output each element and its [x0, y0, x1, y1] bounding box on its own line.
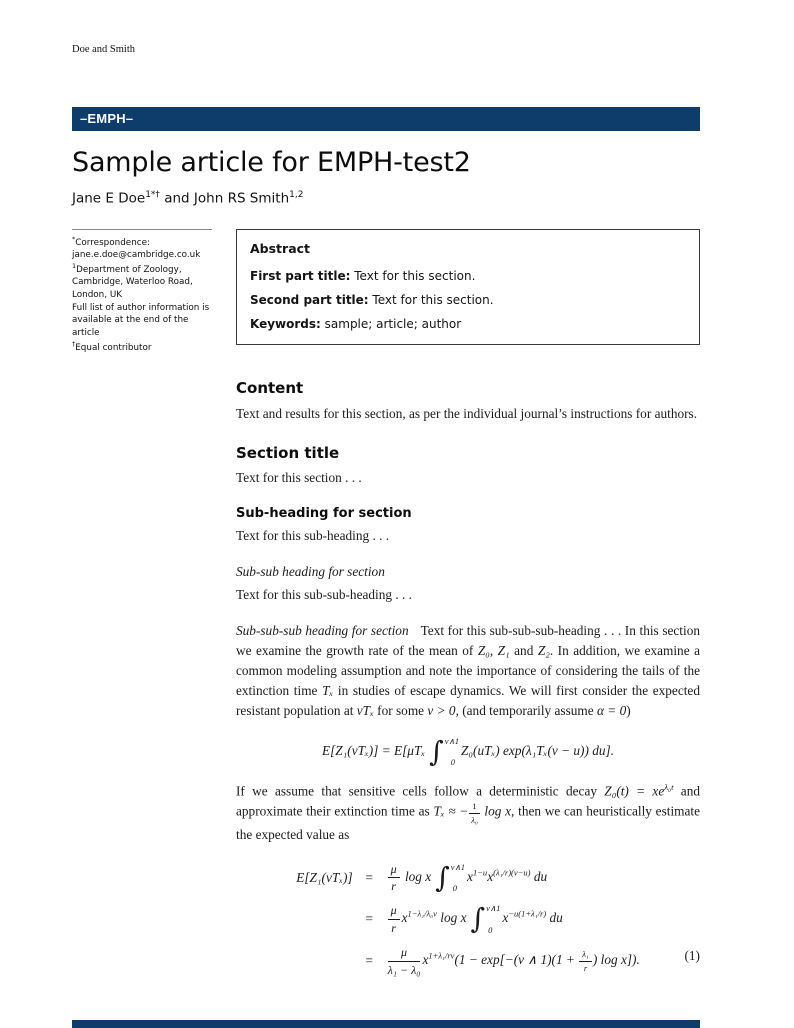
math-var: v > 0 — [427, 703, 456, 719]
integral-sign: ∫ — [470, 902, 486, 936]
math-exponent: λ₀t — [664, 781, 674, 792]
equation-table — [294, 857, 642, 982]
section-paragraph: Text for this section . . . — [236, 470, 362, 486]
abstract-title: Abstract — [250, 240, 311, 256]
text-run: for some — [373, 703, 428, 719]
integral-limits — [444, 737, 459, 767]
math-var: vTₓ — [356, 703, 374, 719]
integral-lower-limit: 0 — [488, 924, 493, 935]
author-1-name: Jane E Doe — [72, 190, 146, 207]
math-exponent: (λ₁/r)(v−u) — [493, 867, 531, 878]
math-term: ) log x]). — [592, 952, 640, 968]
article-title: Sample article for EMPH-test2 — [72, 147, 471, 178]
math-fraction — [388, 945, 421, 977]
equation-array — [236, 857, 700, 982]
author-1-marks: 1*† — [145, 190, 160, 200]
integral-upper-limit: v∧1 — [450, 861, 466, 872]
article-main — [236, 377, 700, 982]
equation-left: E[Z₁(vTₓ)] = E[μTₓ — [321, 743, 426, 758]
author-2-marks: 1,2 — [289, 190, 304, 200]
text-run: , then we can heuristically estimate the expected value as — [236, 804, 700, 842]
math-exponent: 1−u — [472, 867, 488, 878]
math-var: x — [401, 910, 408, 926]
equation-right: Z₀(uTₓ) exp(λ₁Tₓ(v − u)) du]. — [461, 743, 615, 758]
page-content — [72, 0, 700, 982]
math-fraction — [388, 862, 400, 894]
abstract-item-label: First part title: — [250, 269, 351, 284]
abstract-item-label: Second part title: — [250, 293, 369, 308]
math-fraction — [388, 903, 400, 935]
abstract-item — [250, 291, 686, 309]
fraction-numerator: μ — [388, 862, 400, 878]
equals-sign: = — [364, 953, 374, 969]
fraction-denominator: r — [391, 920, 396, 935]
integral — [471, 904, 501, 934]
fraction-denominator: λ₁ − λ₀ — [387, 962, 421, 977]
abstract-row — [72, 229, 700, 356]
integral-upper-limit: v∧1 — [486, 903, 501, 914]
equation-row-2 — [294, 898, 642, 940]
correspondence-block — [72, 235, 212, 262]
equation-rhs — [384, 857, 642, 899]
integral — [435, 860, 466, 894]
abstract-item — [250, 315, 686, 333]
integral-limits — [485, 904, 500, 934]
fraction-numerator: μ — [388, 945, 421, 961]
equation-rhs — [384, 940, 642, 982]
math-term: log x — [440, 910, 467, 926]
journal-banner — [72, 107, 700, 131]
math-var: x — [467, 868, 473, 884]
math-var: Tₓ — [322, 683, 334, 699]
text-run: and approximate their extinction time as — [236, 783, 701, 820]
correspondence-marker: * — [72, 234, 76, 243]
equation-rhs — [384, 898, 642, 940]
math-var: log x — [480, 804, 512, 820]
math-var: x — [487, 868, 494, 884]
page-footer-bar — [72, 1020, 700, 1028]
correspondence-email: jane.e.doe@cambridge.co.uk — [72, 249, 201, 260]
math-term: log x — [404, 868, 432, 884]
equal-contributor-note — [72, 340, 212, 354]
equation-lhs: E[Z₁(vTₓ)] — [296, 869, 353, 885]
correspondence-label: Correspondence: — [75, 237, 150, 248]
equation-row-1 — [294, 857, 642, 899]
abstract-item-text: sample; article; author — [320, 317, 462, 332]
abstract-item-text: Text for this section. — [368, 293, 494, 308]
math-var: Z₂ — [537, 643, 550, 659]
heading-subsubsub-runin: Sub-sub-sub heading for section — [236, 623, 409, 639]
equation-number: (1) — [684, 948, 700, 964]
equal-contributor-marker: † — [72, 339, 76, 348]
text-run: ) — [626, 703, 631, 719]
author-info-note: Full list of author information is available at the end of the article — [72, 302, 210, 338]
integral-sign: ∫ — [429, 734, 444, 768]
integral-lower-limit: 0 — [450, 757, 455, 768]
integral — [429, 734, 459, 768]
text-run: in studies of escape dynamics. We will first consider the expected resistant population at — [236, 683, 700, 719]
heading-content: Content — [236, 379, 304, 398]
affiliation-block — [72, 262, 212, 301]
math-var: x — [422, 952, 429, 968]
abstract-box — [236, 229, 700, 346]
text-run: Text for this sub-sub-sub-heading . . . In this section we examine the growth rate of the mean of — [236, 623, 700, 659]
abstract-item — [250, 267, 686, 285]
heading-section-title: Section title — [236, 443, 340, 462]
text-run: , (and temporarily assume — [455, 703, 597, 719]
math-var: Tₓ ≈ − — [433, 804, 469, 820]
affiliation-text: Department of Zoology, Cambridge, Waterloo Road, London, UK — [72, 264, 193, 300]
equation-lhs-empty — [294, 898, 354, 940]
math-term: du — [549, 910, 563, 926]
integral-lower-limit: 0 — [452, 883, 458, 894]
equation-row-3 — [294, 940, 642, 982]
display-equation — [236, 734, 700, 768]
correspondence-sidebar — [72, 229, 212, 356]
fraction-denominator: λ₀ — [471, 814, 478, 825]
fraction-denominator: r — [391, 879, 396, 894]
running-head: Doe and Smith — [72, 44, 135, 55]
sub-paragraph: Text for this sub-heading . . . — [236, 528, 390, 544]
equals-sign: = — [364, 869, 374, 885]
fraction-numerator: μ — [388, 903, 400, 919]
fraction-denominator: r — [583, 962, 588, 973]
author-2-name: John RS Smith — [193, 190, 290, 207]
math-var: α = 0 — [597, 703, 627, 719]
fraction-numerator: 1 — [469, 801, 479, 813]
abstract-item-text: Text for this section. — [350, 269, 476, 284]
subsub-paragraph: Text for this sub-sub-heading . . . — [236, 587, 412, 603]
text-run: and — [509, 643, 538, 659]
math-var: Z₀(t) = xe — [604, 783, 665, 799]
abstract-item-label: Keywords: — [250, 317, 321, 332]
banner-label: –EMPH– — [80, 111, 134, 126]
math-exponent: 1+λ₁/rv — [428, 950, 455, 961]
estimate-paragraph — [236, 781, 700, 845]
equation-lhs-empty — [294, 940, 354, 982]
integral-upper-limit: v∧1 — [444, 735, 459, 746]
math-var: x — [502, 910, 509, 926]
text-run: . In addition, we examine a common modeling assumption and note the importance of considering the tails of the extinction time — [236, 643, 700, 699]
integral-sign: ∫ — [435, 860, 450, 894]
heading-subsub: Sub-sub heading for section — [236, 564, 385, 580]
math-var: Z₀ — [477, 643, 490, 659]
math-term: du — [533, 868, 548, 884]
text-run: If we assume that sensitive cells follow a deterministic decay — [236, 783, 605, 799]
text-run: , — [489, 643, 498, 659]
fraction-numerator: λ₁ — [579, 949, 592, 961]
author-line — [72, 190, 700, 207]
math-fraction — [579, 949, 592, 972]
heading-sub: Sub-heading for section — [236, 505, 412, 521]
affiliation-marker: 1 — [72, 262, 77, 271]
math-exponent: 1−λ₁/λ₀v — [407, 908, 437, 919]
math-fraction — [469, 801, 479, 824]
equal-contributor-text: Equal contributor — [75, 342, 152, 353]
subsubsub-paragraph — [236, 621, 700, 721]
author-connector: and — [159, 190, 194, 207]
equals-sign: = — [364, 911, 374, 927]
math-var: Z₁ — [497, 643, 510, 659]
math-term: (1 − exp[−(v ∧ 1)(1 + — [454, 952, 579, 968]
content-paragraph: Text and results for this section, as per the individual journal’s instructions for authors. — [236, 405, 698, 421]
integral-limits — [450, 863, 465, 893]
math-exponent: −u(1+λ₁/r) — [508, 908, 547, 919]
